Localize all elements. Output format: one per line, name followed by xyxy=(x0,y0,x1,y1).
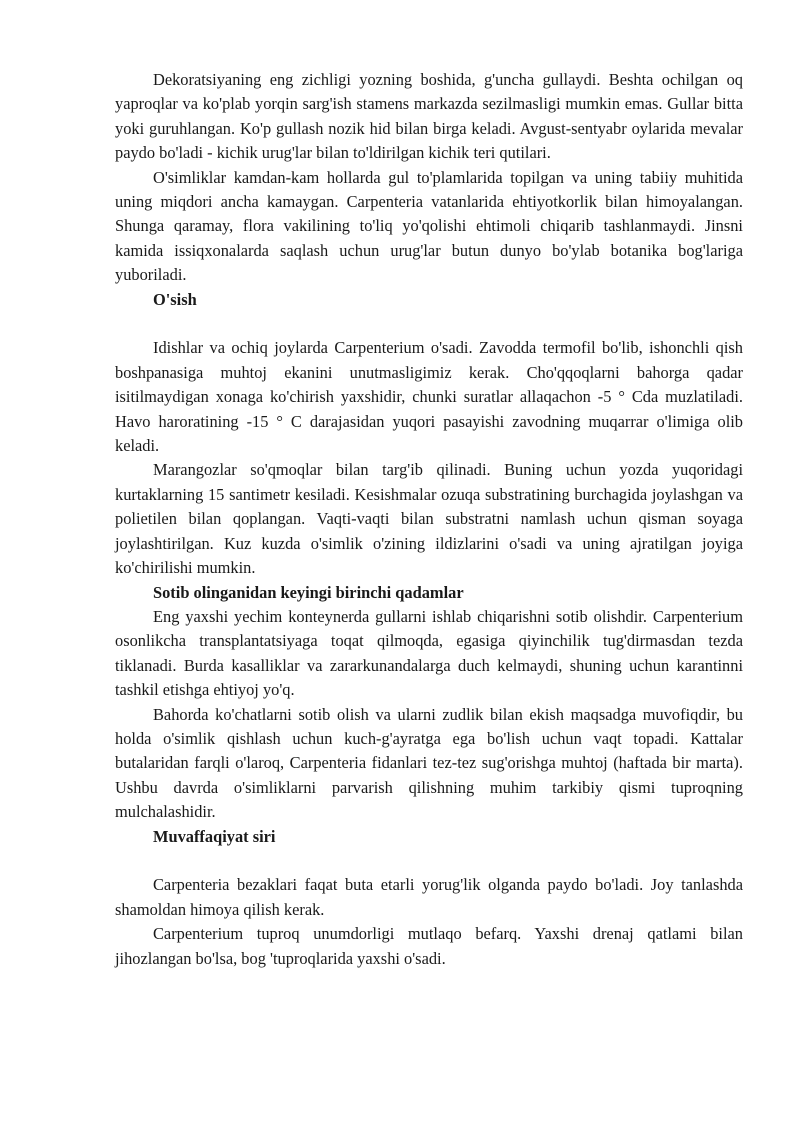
paragraph-soil: Carpenterium tuproq unumdorligi mutlaqo befarq. Yaxshi drenaj qatlami bilan jihozlangan bo'lsa, bog 'tuproqlarida yaxshi o'sadi. xyxy=(115,924,743,968)
spacer xyxy=(115,312,743,336)
paragraph-flower-description: Dekoratsiyaning eng zichligi yozning boshida, g'uncha gullaydi. Beshta ochilgan oq yaproqlar va ko'plab yorqin sarg'ish stamens markazda sezilmasligi mumkin emas. Gullar bitta yoki guruhlangan. Ko'p gullash nozik hid bilan birga keladi. Avgust-sentyabr oylarida mevalar paydo bo'ladi - kichik urug'lar bilan to'ldirilgan kichik teri qutilari. xyxy=(115,70,743,163)
paragraph-growing-conditions: Idishlar va ochiq joylarda Carpenterium o'sadi. Zavodda termofil bo'lib, ishonchli qish boshpanasiga muhtoj ekanini unutmasligimiz kerak. Cho'qqoqlarni bahorga qadar isitilmaydigan xonaga ko'chirish yaxshidir, chunki suratlar allaqachon -5 ° Cda muzlatiladi. Havo haroratining -15 ° C darajasidan yuqori pasayishi zavodning muqarrar o'limiga olib keladi. xyxy=(115,338,743,456)
document-page xyxy=(115,68,743,971)
spacer xyxy=(115,849,743,873)
heading-success-secret: Muvaffaqiyat siri xyxy=(153,826,276,846)
heading-first-steps: Sotib olinganidan keyingi birinchi qadamlar xyxy=(153,582,464,602)
paragraph-spring-planting: Bahorda ko'chatlarni sotib olish va ularni zudlik bilan ekish maqsadga muvofiqdir, bu holda o'simlik qishlash uchun kuch-g'ayratga ega bo'lish uchun vaqt topadi. Kattalar butalaridan farqli o'laroq, Carpenteria fidanlari tez-tez sug'orishga muhtoj (haftada bir marta). Ushbu davrda o'simliklarni parvarish qilishning muhim tarkibiy qismi tuproqning mulchalashidir. xyxy=(115,704,743,822)
heading-growth: O'sish xyxy=(153,289,197,309)
paragraph-propagation: Marangozlar so'qmoqlar bilan targ'ib qilinadi. Buning uchun yozda yuqoridagi kurtaklarning 15 santimetr kesiladi. Kesishmalar ozuqa substratining burchagida joylashgan va polietilen bilan qoplangan. Vaqti-vaqti bilan substratni namlash uchun qisman soyaga joylashtirilgan. Kuz kuzda o'simlik o'zining ildizlarini o'sadi va uning ajratilgan joyiga ko'chirilishi mumkin. xyxy=(115,460,743,578)
paragraph-rarity: O'simliklar kamdan-kam hollarda gul to'plamlarida topilgan va uning tabiiy muhitida uning miqdori ancha kamaygan. Carpenteria vatanlarida ehtiyotkorlik bilan himoyalangan. Shunga qaramay, flora vakilining to'liq yo'qolishi ehtimoli chiqarib tashlanmaydi. Jinsni kamida issiqxonalarda saqlash uchun urug'lar butun dunyo bo'ylab botanika bog'lariga yuboriladi. xyxy=(115,167,743,285)
paragraph-light: Carpenteria bezaklari faqat buta etarli yorug'lik olganda paydo bo'ladi. Joy tanlashda shamoldan himoya qilish kerak. xyxy=(115,875,743,919)
paragraph-buying: Eng yaxshi yechim konteynerda gullarni ishlab chiqarishni sotib olishdir. Carpenterium osonlikcha transplantatsiyaga toqat qilmoqda, egasiga qiyinchilik tug'dirmasdan tezda tiklanadi. Burda kasalliklar va zararkunandalarga duch kelmaydi, shuning uchun karantinni tashkil etishga ehtiyoj yo'q. xyxy=(115,606,743,700)
